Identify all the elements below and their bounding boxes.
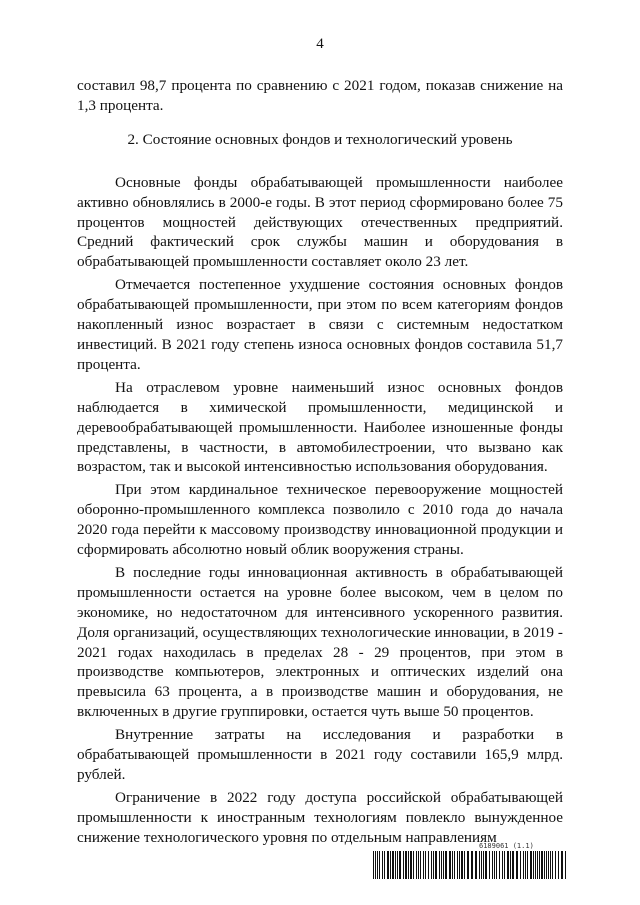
barcode-bar	[475, 851, 477, 879]
barcode-bar	[449, 851, 451, 879]
barcode-bar	[431, 851, 432, 879]
barcode-bar	[489, 851, 490, 879]
barcode-bar	[492, 851, 493, 879]
barcode-bar	[420, 851, 421, 879]
barcode-bar	[546, 851, 547, 879]
barcode-bar	[387, 851, 389, 879]
section-heading: 2. Состояние основных фондов и технологический уровень	[127, 130, 513, 148]
barcode-bar	[541, 851, 543, 879]
barcode-bar	[552, 851, 553, 879]
barcode-bar	[507, 851, 509, 879]
barcode-bar	[461, 851, 463, 879]
barcode-bar	[379, 851, 380, 879]
barcode-bar	[443, 851, 444, 879]
barcode-bar	[416, 851, 417, 879]
barcode-bar	[403, 851, 404, 879]
barcode-bar	[502, 851, 503, 879]
barcode-bar	[530, 851, 532, 879]
barcode-bar	[494, 851, 495, 879]
barcode-bar	[558, 851, 559, 879]
barcode-bar	[377, 851, 378, 879]
barcode-bar	[523, 851, 524, 879]
barcode-bar	[485, 851, 487, 879]
barcode-bar	[433, 851, 434, 879]
barcode-bar	[395, 851, 396, 879]
barcode-bar	[539, 851, 540, 879]
barcode-bar	[535, 851, 536, 879]
barcode-bar	[533, 851, 534, 879]
barcode-bar	[445, 851, 447, 879]
barcode-bar	[410, 851, 412, 879]
paragraph: Основные фонды обрабатывающей промышленности наиболее активно обновлялись в 2000-е годы. В этот период сформировано более 75 процентов мощностей действующих отечественных предприятий. Средний фактический срок службы машин и оборудования в обрабатывающей промышленности составляет около 23 лет.	[77, 173, 563, 271]
barcode-bar	[537, 851, 538, 879]
barcode-bar	[479, 851, 480, 879]
barcode-bar	[373, 851, 374, 879]
barcode-bar	[504, 851, 505, 879]
barcode-bar	[435, 851, 437, 879]
barcode-bar	[464, 851, 465, 879]
barcode-bar	[439, 851, 440, 879]
barcode-bar	[384, 851, 385, 879]
barcode-bar	[548, 851, 549, 879]
paragraph: На отраслевом уровне наименьший износ основных фондов наблюдается в химической промышленности, медицинской и деревообрабатывающей промышленности. Наиболее изношенные фонды представлены, в частности, в автомобилестроении, что вызвано как возрастом, так и высокой интенсивностью использования оборудования.	[77, 378, 563, 476]
barcode-bar	[375, 851, 376, 879]
barcode-bar	[405, 851, 407, 879]
barcode-bar	[561, 851, 563, 879]
barcode-bar	[428, 851, 429, 879]
barcode-icon	[373, 851, 567, 879]
barcode-bar	[496, 851, 497, 879]
barcode-bar	[413, 851, 414, 879]
barcode-bar	[418, 851, 419, 879]
barcode-bar	[527, 851, 528, 879]
barcode-bar	[512, 851, 514, 879]
barcode-bar	[390, 851, 391, 879]
barcode-bar	[525, 851, 526, 879]
barcode-bar	[454, 851, 455, 879]
barcode-bar	[510, 851, 511, 879]
document-body	[77, 76, 563, 848]
barcode-bar	[471, 851, 473, 879]
paragraph: При этом кардинальное техническое перевооружение мощностей оборонно-промышленного комплекса позволило с 2010 года до начала 2020 года перейти к массовому производству инновационной продукции и сформировать абсолютно новый облик вооружения страны.	[77, 481, 563, 559]
barcode-bar	[565, 851, 566, 879]
barcode-bar	[425, 851, 426, 879]
document-code: 6189061 (1.1)	[479, 842, 534, 850]
paragraph: Отмечается постепенное ухудшение состояния основных фондов обрабатывающей промышленности, при этом по всем категориям фондов накопленный износ возрастает в связи с системным недостатком инвестиций. В 2021 году степень износа основных фондов составила 51,7 процента.	[77, 276, 563, 373]
barcode-bar	[452, 851, 453, 879]
barcode-bar	[392, 851, 394, 879]
barcode-bar	[550, 851, 551, 879]
barcode-bar	[467, 851, 469, 879]
paragraph: Ограничение в 2022 году доступа российской обрабатывающей промышленности к иностранным технологиям повлекло вынужденное снижение технологического уровня по отдельным направлениям	[77, 788, 563, 846]
paragraph-continuation: составил 98,7 процента по сравнению с 2021 годом, показав снижение на 1,3 процента.	[77, 77, 563, 114]
barcode-bar	[457, 851, 458, 879]
barcode-bar	[499, 851, 500, 879]
barcode-bar	[483, 851, 484, 879]
barcode-bar	[397, 851, 398, 879]
barcode-bar	[459, 851, 460, 879]
barcode-bar	[382, 851, 383, 879]
barcode-bar	[481, 851, 482, 879]
barcode-bar	[441, 851, 442, 879]
barcode-bar	[399, 851, 401, 879]
barcode-bar	[555, 851, 556, 879]
paragraph: Внутренние затраты на исследования и разработки в обрабатывающей промышленности в 2021 году составили 165,9 млрд. рублей.	[77, 726, 563, 783]
barcode-bar	[516, 851, 518, 879]
barcode-bar	[520, 851, 521, 879]
page-number: 4	[316, 36, 324, 52]
barcode-bar	[544, 851, 545, 879]
barcode-bar	[423, 851, 424, 879]
barcode-bar	[408, 851, 409, 879]
paragraph: В последние годы инновационная активность в обрабатывающей промышленности остается на уровне более высоком, чем в целом по экономике, но недостаточном для интенсивного ускоренного развития. Доля организаций, осуществляющих технологические инновации, в 2019 - 2021 годах находилась в пределах 28 - 29 процентов, при этом в производстве компьютеров, электронных и оптических изделий она превысила 63 процента, а в производстве машин и оборудования, не включенных в другие группировки, остается чуть выше 50 процентов.	[77, 563, 563, 721]
